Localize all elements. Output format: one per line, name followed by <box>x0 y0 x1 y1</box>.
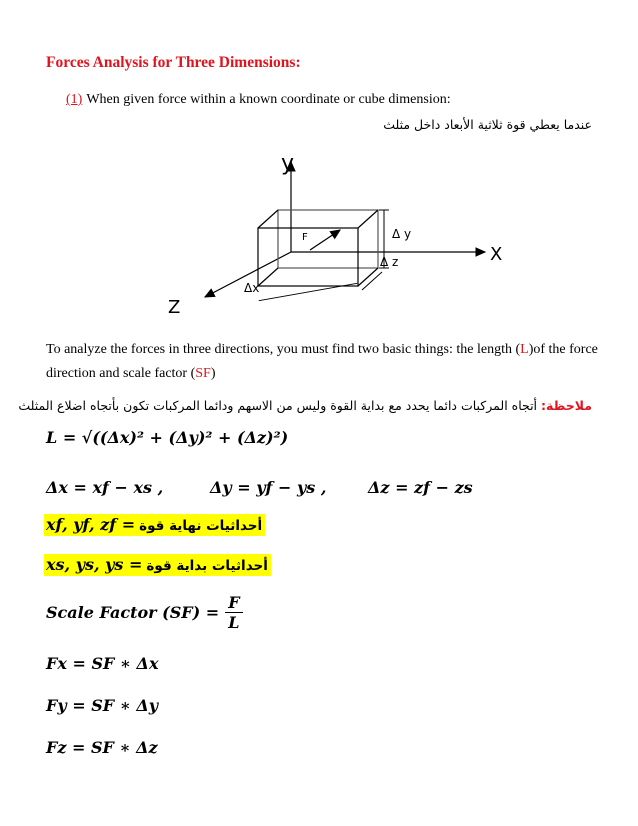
para-text-3: ) <box>210 366 216 381</box>
delta-z-equation: Δz = zf − zs <box>368 478 473 497</box>
z-label: Z <box>168 297 181 318</box>
end-coordinates-line <box>44 514 265 536</box>
fraction-numerator: F <box>225 593 242 613</box>
scale-factor-symbol: SF <box>195 366 211 381</box>
note-text: أتجاه المركبات دائما يحدد مع بداية القوة وليس من الاسهم ودائما المركبات تكون بأتجاه اضلاع المثلث <box>18 398 541 413</box>
x-label: X <box>490 244 503 265</box>
cube-back-face <box>278 210 378 268</box>
end-coords-math: xf, yf, zf = <box>46 515 136 534</box>
start-coords-math: xs, ys, ys = <box>46 555 143 574</box>
arabic-note <box>18 398 592 413</box>
start-coordinates-line <box>44 554 271 576</box>
length-symbol: L <box>520 342 529 357</box>
scale-factor-lhs: Scale Factor (SF) = <box>46 603 220 622</box>
delta-y-label: Δ y <box>392 227 412 241</box>
delta-x-equation: Δx = xf − xs , <box>46 478 164 497</box>
explanation-paragraph <box>46 338 602 386</box>
fz-equation: Fz = SF ∗ Δz <box>46 738 158 757</box>
force-vector <box>310 230 340 250</box>
end-coords-arabic: أحداثيات نهاية قوة <box>139 518 263 534</box>
length-equation: L = √((Δx)² + (Δy)² + (Δz)²) <box>46 428 289 447</box>
y-label: y <box>281 151 295 176</box>
fraction-denominator: L <box>228 613 240 632</box>
section-title: Forces Analysis for Three Dimensions: <box>46 54 301 71</box>
note-label: ملاحظة: <box>541 398 592 413</box>
force-label: F <box>302 232 308 243</box>
fx-equation: Fx = SF ∗ Δx <box>46 654 159 673</box>
item-number: (1) <box>66 92 83 107</box>
intro-text: When given force within a known coordinate or cube dimension: <box>86 92 451 107</box>
delta-x-label: Δx <box>244 281 260 295</box>
intro-line <box>66 92 451 108</box>
para-text-1: To analyze the forces in three directions, you must find two basic things: the length ( <box>46 342 521 357</box>
arabic-intro: عندما يعطي قوة ثلاثية الأبعاد داخل مثلث <box>383 117 592 132</box>
para-text-2: )of the force direction and scale factor ( <box>46 342 598 381</box>
delta-z-label: Δ z <box>380 255 399 269</box>
cube-diagram <box>160 140 520 320</box>
start-coords-arabic: أحداثيات بداية قوة <box>146 558 268 574</box>
cube-front-face <box>258 228 358 286</box>
fy-equation: Fy = SF ∗ Δy <box>46 696 159 715</box>
scale-factor-equation <box>46 593 243 632</box>
delta-y-equation: Δy = yf − ys , <box>210 478 327 497</box>
scale-factor-fraction <box>225 593 242 632</box>
